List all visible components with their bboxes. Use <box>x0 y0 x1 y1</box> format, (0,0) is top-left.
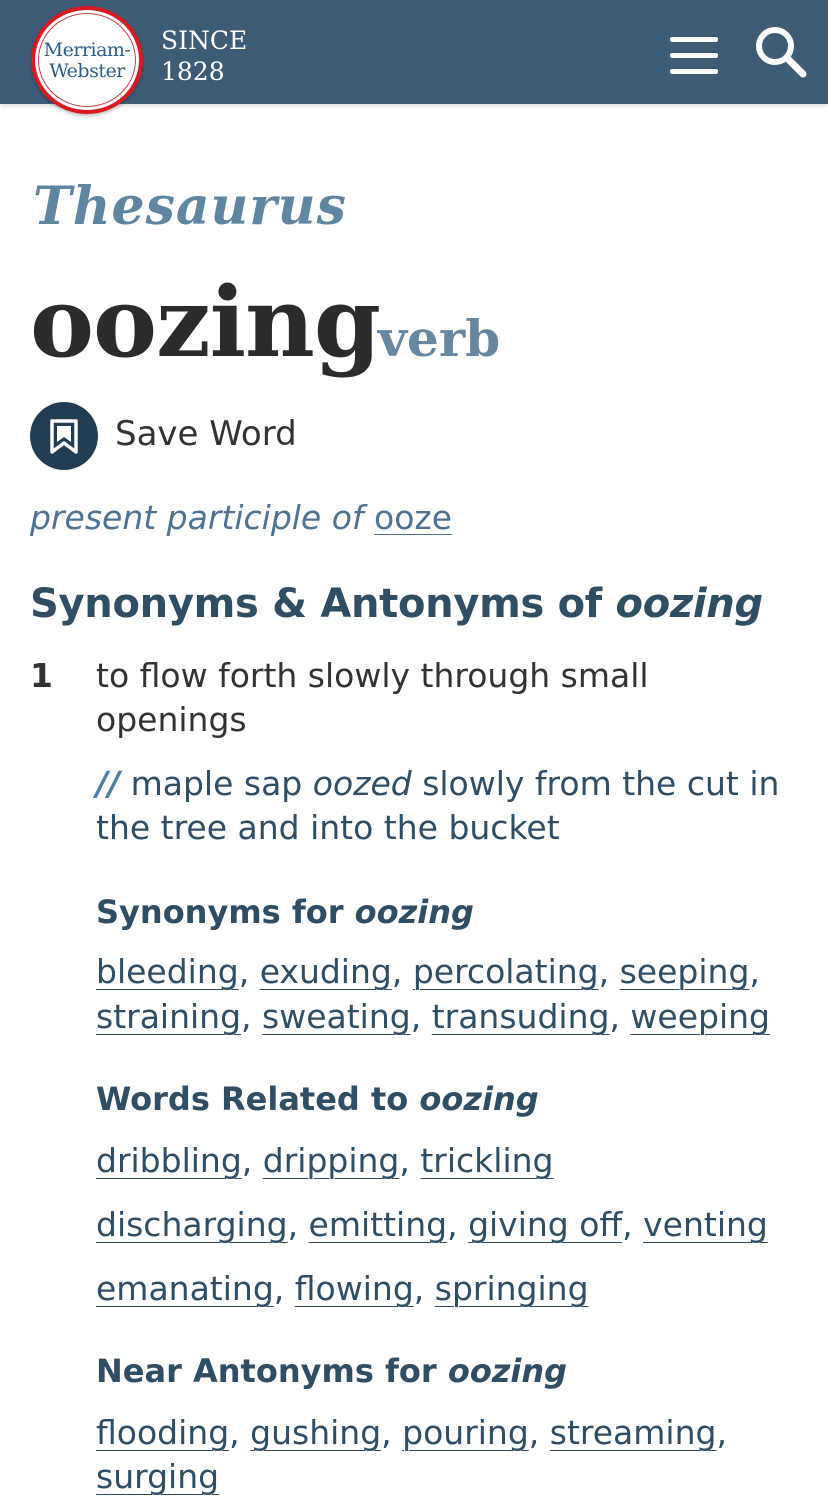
synonyms-line <box>96 995 770 1039</box>
word-separator: , <box>598 952 620 991</box>
logo-line-1: Merriam- <box>43 39 131 61</box>
word-separator: , <box>528 1413 550 1452</box>
word-separator: , <box>381 1413 403 1452</box>
word-separator: , <box>229 1413 251 1452</box>
word-link[interactable]: transuding <box>431 997 610 1036</box>
word-link[interactable]: seeping <box>619 952 750 991</box>
word-link[interactable]: percolating <box>412 952 599 991</box>
example-before: maple sap <box>120 764 303 803</box>
definition: to flow forth slowly through small openings <box>96 656 649 739</box>
example-sentence <box>96 762 806 850</box>
near-antonyms-heading-prefix: Near Antonyms for <box>96 1352 437 1390</box>
word-link[interactable]: exuding <box>259 952 392 991</box>
word-link[interactable]: straining <box>96 997 242 1036</box>
menu-bar-top <box>670 37 718 42</box>
site-header <box>0 0 828 104</box>
since-line-1: SINCE <box>161 26 248 55</box>
word-separator: , <box>287 1205 309 1244</box>
word-link[interactable]: flowing <box>294 1269 414 1308</box>
near-antonyms-heading-word: oozing <box>447 1352 568 1390</box>
section-title <box>30 581 763 627</box>
synonyms-heading-word: oozing <box>354 893 474 931</box>
save-word-label[interactable]: Save Word <box>115 414 297 454</box>
word-link[interactable]: trickling <box>420 1141 554 1180</box>
word-link[interactable]: pouring <box>402 1413 529 1452</box>
word-link[interactable]: venting <box>643 1205 768 1244</box>
word-separator: , <box>749 952 760 991</box>
word-link[interactable]: bleeding <box>96 952 239 991</box>
word-separator: , <box>609 997 631 1036</box>
example-after: slowly from the cut in the tree and into the bucket <box>96 764 780 847</box>
synonyms-heading-prefix: Synonyms for <box>96 893 344 931</box>
synonyms-line <box>96 950 760 994</box>
participle-link[interactable]: ooze <box>374 498 453 537</box>
section-title-prefix: Synonyms & Antonyms of <box>30 581 602 627</box>
section-title-word: oozing <box>615 581 763 627</box>
thesaurus-label: Thesaurus <box>33 176 347 237</box>
word-link[interactable]: dripping <box>262 1141 400 1180</box>
logo-line-2: Webster <box>49 60 125 82</box>
word-link[interactable]: dribbling <box>96 1141 242 1180</box>
near-antonyms-heading <box>96 1352 567 1390</box>
hamburger-menu-icon[interactable] <box>670 37 718 75</box>
word-link[interactable]: streaming <box>549 1413 717 1452</box>
word-separator: , <box>391 952 413 991</box>
since-line-2: 1828 <box>161 57 225 86</box>
menu-bar-bottom <box>670 69 718 74</box>
participle-prefix: present participle of <box>30 498 364 537</box>
related-heading <box>96 1080 539 1118</box>
related-heading-word: oozing <box>419 1080 539 1118</box>
word-separator: , <box>241 997 263 1036</box>
related-heading-prefix: Words Related to <box>96 1080 409 1118</box>
word-separator: , <box>273 1269 295 1308</box>
related-line <box>96 1267 589 1311</box>
save-word-button[interactable] <box>30 402 98 470</box>
merriam-webster-logo[interactable] <box>31 6 143 114</box>
word-link[interactable]: discharging <box>96 1205 288 1244</box>
menu-bar-middle <box>670 53 718 58</box>
word-separator: , <box>241 1141 263 1180</box>
near-antonyms-line <box>96 1411 727 1455</box>
word-link[interactable]: surging <box>96 1457 220 1496</box>
logo-text <box>35 40 139 82</box>
headword: oozing <box>30 266 380 379</box>
synonyms-heading <box>96 893 474 931</box>
word-link[interactable]: emanating <box>96 1269 274 1308</box>
sense-number: 1 <box>30 656 53 695</box>
word-separator: , <box>447 1205 469 1244</box>
search-icon[interactable] <box>753 24 807 78</box>
word-separator: , <box>410 997 432 1036</box>
word-link[interactable]: flooding <box>96 1413 230 1452</box>
word-link[interactable]: weeping <box>630 997 770 1036</box>
word-separator: , <box>238 952 260 991</box>
word-link[interactable]: emitting <box>308 1205 448 1244</box>
near-antonyms-line <box>96 1455 219 1499</box>
since-label <box>161 25 247 87</box>
word-link[interactable]: sweating <box>262 997 411 1036</box>
word-separator: , <box>622 1205 644 1244</box>
word-link[interactable]: giving off <box>468 1205 623 1244</box>
related-line <box>96 1203 768 1247</box>
word-separator: , <box>413 1269 435 1308</box>
word-link[interactable]: gushing <box>250 1413 382 1452</box>
example-marker: // <box>96 764 121 803</box>
participle-note <box>30 498 452 537</box>
related-line <box>96 1139 554 1183</box>
word-separator: , <box>716 1413 727 1452</box>
bookmark-icon <box>30 402 98 470</box>
word-separator: , <box>399 1141 421 1180</box>
part-of-speech[interactable]: verb <box>378 309 501 368</box>
example-word: oozed <box>312 764 412 803</box>
word-link[interactable]: springing <box>434 1269 589 1308</box>
